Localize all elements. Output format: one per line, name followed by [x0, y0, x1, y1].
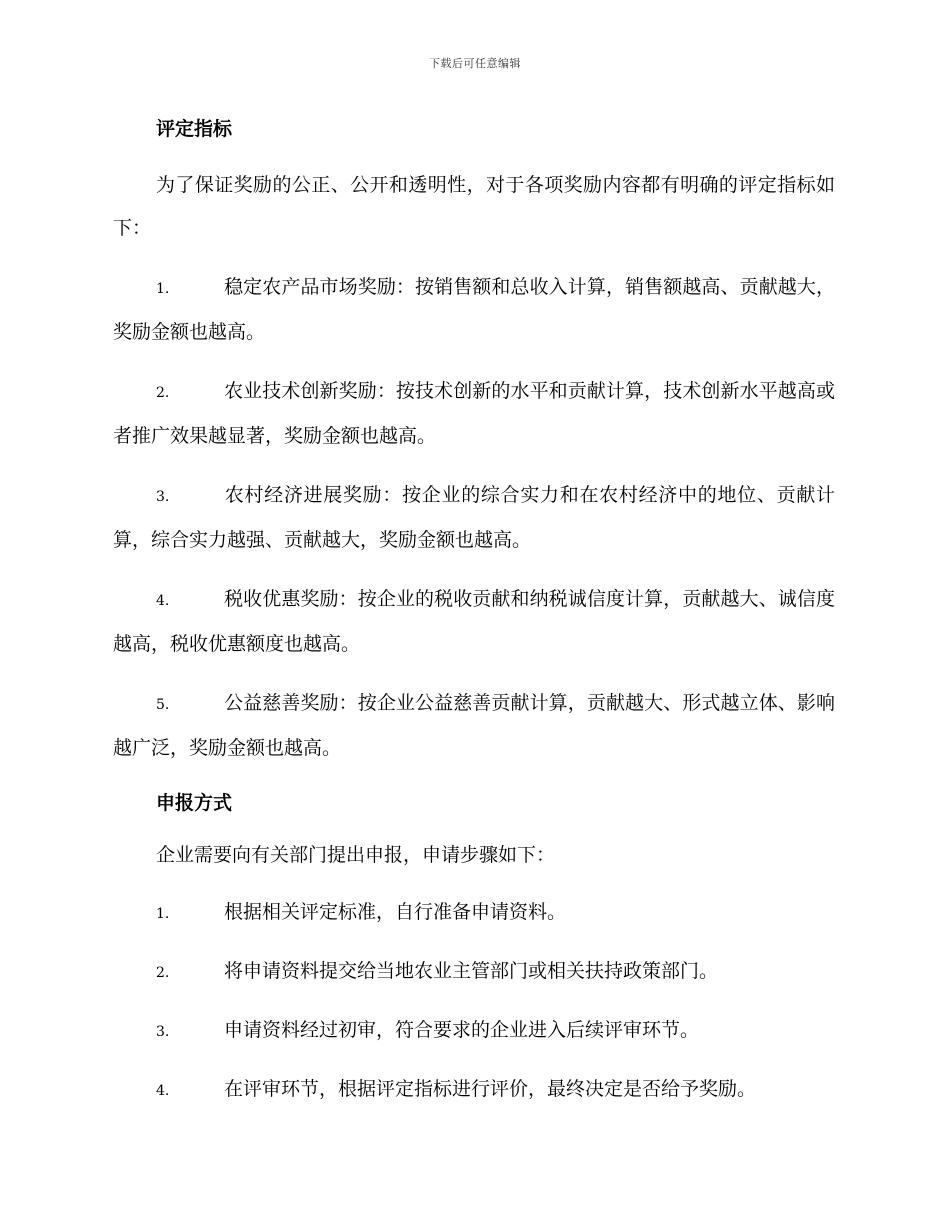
application-intro: 企业需要向有关部门提出申报，申请步骤如下：: [156, 844, 556, 866]
evaluation-item: [113, 578, 835, 666]
list-item-text: 公益慈善奖励：按企业公益慈善贡献计算，贡献越大、形式越立体、影响越广泛，奖励金额也越高。: [113, 692, 835, 759]
application-step: [113, 950, 835, 995]
list-item-text: 税收优惠奖励：按企业的税收贡献和纳税诚信度计算，贡献越大、诚信度越高，税收优惠额度也越高。: [113, 588, 835, 655]
list-item-text: 农业技术创新奖励：按技术创新的水平和贡献计算，技术创新水平越高或者推广效果越显著，奖励金额也越高。: [113, 380, 835, 447]
list-item-text: 在评审环节，根据评定指标进行评价，最终决定是否给予奖励。: [224, 1078, 757, 1100]
section-heading-evaluation: 评定指标: [156, 118, 233, 140]
list-number: 2.: [156, 965, 170, 981]
application-step: [113, 891, 835, 936]
list-item-text: 稳定农产品市场奖励：按销售额和总收入计算，销售额越高、贡献越大，奖励金额也越高。: [113, 276, 835, 343]
evaluation-item: [113, 474, 835, 562]
section-heading-application: 申报方式: [156, 792, 233, 814]
document-body: [113, 112, 835, 1113]
list-item-text: 申请资料经过初审，符合要求的企业进入后续评审环节。: [224, 1019, 700, 1041]
application-step: [113, 1068, 835, 1113]
evaluation-item: [113, 682, 835, 770]
list-number: 4.: [156, 593, 170, 609]
list-item-text: 农村经济进展奖励：按企业的综合实力和在农村经济中的地位、贡献计算，综合实力越强、贡献越大，奖励金额也越高。: [113, 484, 835, 551]
application-step: [113, 1009, 835, 1054]
list-number: 3.: [156, 1024, 170, 1040]
list-number: 1.: [156, 281, 170, 297]
list-item-text: 将申请资料提交给当地农业主管部门或相关扶持政策部门。: [224, 960, 719, 982]
page-header: 下载后可任意编辑: [429, 57, 521, 70]
evaluation-intro: 为了保证奖励的公正、公开和透明性，对于各项奖励内容都有明确的评定指标如下：: [113, 174, 835, 239]
list-item-text: 根据相关评定标准，自行准备申请资料。: [224, 901, 567, 923]
list-number: 1.: [156, 906, 170, 922]
evaluation-item: [113, 370, 835, 458]
list-number: 3.: [156, 489, 170, 505]
list-number: 5.: [156, 697, 170, 713]
evaluation-item: [113, 266, 835, 354]
list-number: 2.: [156, 385, 170, 401]
list-number: 4.: [156, 1083, 170, 1099]
